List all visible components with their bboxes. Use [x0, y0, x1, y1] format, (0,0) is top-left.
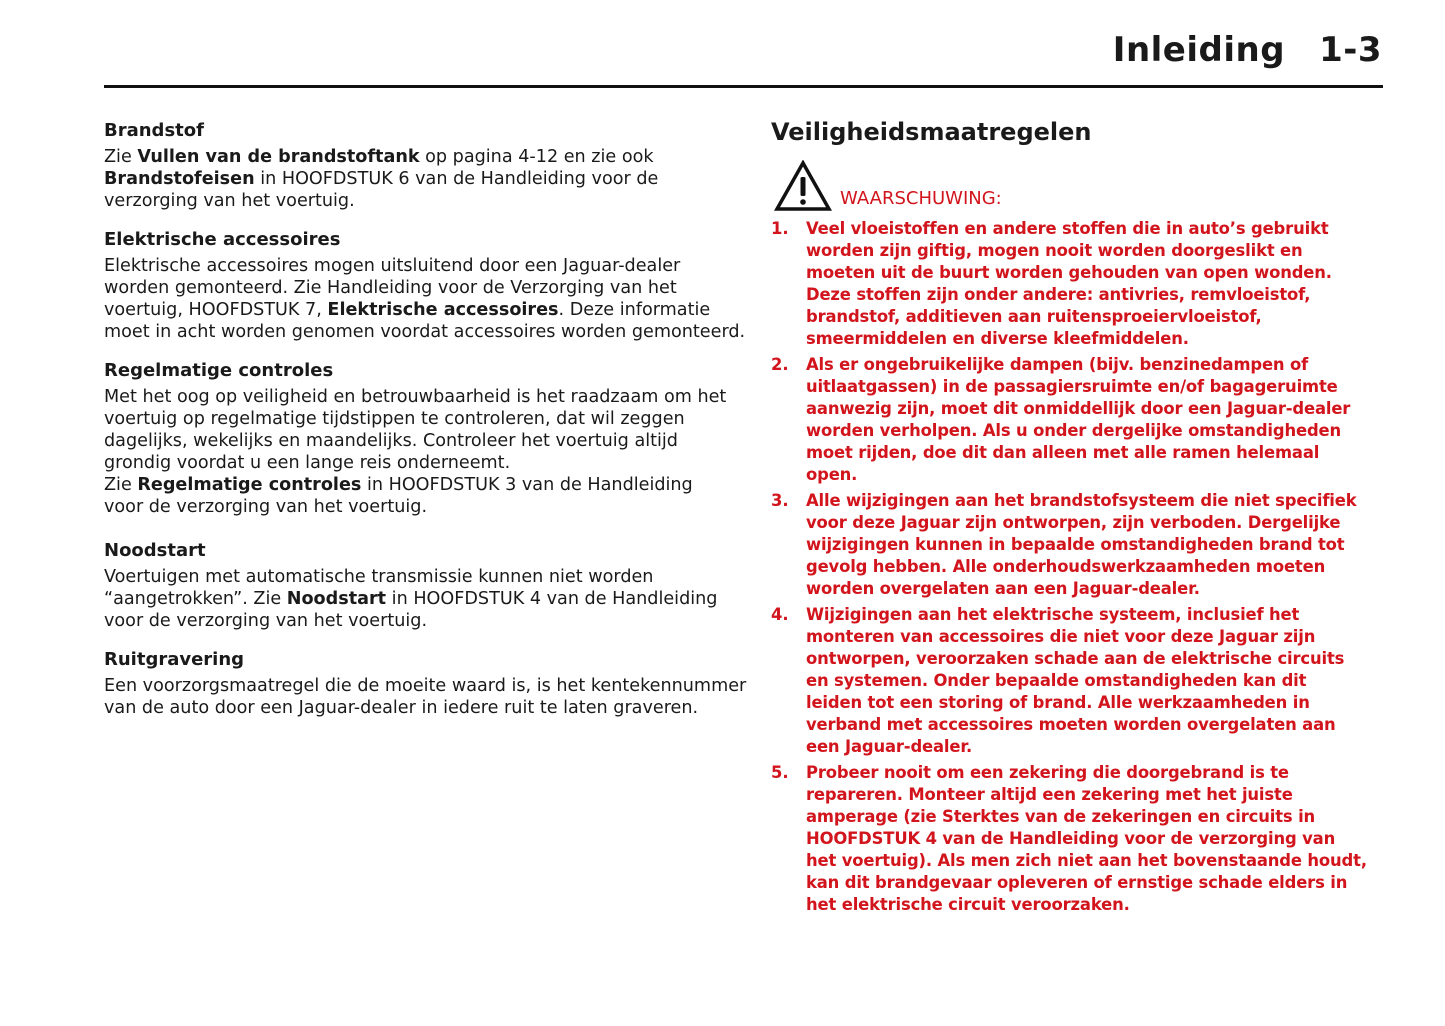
page-header: [1113, 30, 1382, 70]
section-heading: Brandstof: [104, 120, 204, 141]
bold-reference: Noodstart: [286, 589, 387, 609]
item-number: 4.: [771, 605, 789, 624]
section-heading: Noodstart: [104, 540, 206, 561]
warning-text-line: Veel vloeistoffen en andere stoffen die in auto’s gebruikt: [806, 219, 1329, 238]
warning-text-line: monteren van accessoires die niet voor deze Jaguar zijn: [806, 627, 1316, 646]
warning-text-line: HOOFDSTUK 4 van de Handleiding voor de verzorging van: [806, 829, 1336, 848]
text-line: [104, 190, 744, 212]
bold-reference: Regelmatige controles: [137, 475, 362, 495]
text-line: [104, 255, 744, 277]
warning-triangle-icon: [774, 160, 832, 212]
warning-text-line: smeermiddelen en diverse kleefmiddelen.: [806, 329, 1189, 348]
bold-reference: Vullen van de brandstoftank: [137, 147, 420, 167]
text-line: [104, 566, 744, 588]
page-number: 1-3: [1319, 30, 1382, 70]
warning-text-line: Wijzigingen aan het elektrische systeem, inclusief het: [806, 605, 1300, 624]
warning-text-line: brandstof, additieven aan ruitensproeiervloeistof,: [806, 307, 1262, 326]
warning-item: [771, 218, 1391, 350]
section: [104, 120, 744, 212]
text-run: Een voorzorgsmaatregel die de moeite waard is, is het kentekennummer: [104, 676, 747, 696]
text-run: Zie: [104, 147, 138, 167]
warning-label: WAARSCHUWING:: [840, 188, 1002, 209]
text-line: [104, 496, 744, 518]
warning-text-line: Als er ongebruikelijke dampen (bijv. benzinedampen of: [806, 355, 1309, 374]
section-heading: Ruitgravering: [104, 649, 245, 670]
text-line: [104, 474, 744, 496]
text-run: op pagina 4-12 en zie ook: [419, 147, 654, 167]
text-line: [104, 386, 744, 408]
warning-text-line: amperage (zie Sterktes van de zekeringen en circuits in: [806, 807, 1316, 826]
warning-list: [771, 218, 1391, 920]
warning-text-line: moet rijden, doe dit dan alleen met alle ramen helemaal: [806, 443, 1320, 462]
section-heading: Elektrische accessoires: [104, 229, 341, 250]
text-run: in HOOFDSTUK 6 van de Handleiding voor de: [254, 169, 659, 189]
text-run: in HOOFDSTUK 3 van de Handleiding: [361, 475, 693, 495]
item-number: 3.: [771, 491, 789, 510]
warning-text-line: ontworpen, veroorzaken schade aan de elektrische circuits: [806, 649, 1345, 668]
warning-text-line: voor deze Jaguar zijn ontworpen, zijn verboden. Dergelijke: [806, 513, 1341, 532]
warning-text-line: gevolg hebben. Alle onderhoudswerkzaamheden moeten: [806, 557, 1326, 576]
text-run: dagelijks, wekelijks en maandelijks. Controleer het voertuig altijd: [104, 431, 678, 451]
warning-text-line: wijzigingen kunnen in bepaalde omstandigheden brand tot: [806, 535, 1345, 554]
warning-item: [771, 354, 1391, 486]
warning-text-line: open.: [806, 465, 858, 484]
warning-text-line: moeten uit de buurt worden gehouden van open wonden.: [806, 263, 1332, 282]
text-run: Zie: [104, 475, 138, 495]
warning-text-line: aanwezig zijn, moet dit onmiddellijk door een Jaguar-dealer: [806, 399, 1351, 418]
text-line: [104, 299, 744, 321]
warning-text-line: Alle wijzigingen aan het brandstofsysteem die niet specifiek: [806, 491, 1357, 510]
text-line: [104, 610, 744, 632]
text-run: worden gemonteerd. Zie Handleiding voor de Verzorging van het: [104, 278, 677, 298]
text-line: [104, 168, 744, 190]
item-number: 2.: [771, 355, 789, 374]
section-heading: Regelmatige controles: [104, 360, 334, 381]
text-run: voertuig, HOOFDSTUK 7,: [104, 300, 328, 320]
warning-text-line: worden verholpen. Als u onder dergelijke omstandigheden: [806, 421, 1342, 440]
item-number: 1.: [771, 219, 789, 238]
text-run: . Deze informatie: [558, 300, 711, 320]
warning-text-line: Deze stoffen zijn onder andere: antivries, remvloeistof,: [806, 285, 1311, 304]
text-line: [104, 452, 744, 474]
warning-item: [771, 490, 1391, 600]
text-line: [104, 430, 744, 452]
text-run: moet in acht worden genomen voordat accessoires worden gemonteerd.: [104, 322, 746, 342]
warning-text-line: leiden tot een storing of brand. Alle werkzaamheden in: [806, 693, 1310, 712]
item-number: 5.: [771, 763, 789, 782]
text-run: voertuig op regelmatige tijdstippen te controleren, dat wil zeggen: [104, 409, 685, 429]
warning-text-line: uitlaatgassen) in de passagiersruimte en/of bagageruimte: [806, 377, 1338, 396]
warning-text-line: kan dit brandgevaar opleveren of ernstige schade elders in: [806, 873, 1348, 892]
warning-text-line: een Jaguar-dealer.: [806, 737, 973, 756]
text-line: [104, 146, 744, 168]
section: [104, 649, 747, 719]
text-line: [104, 321, 744, 343]
warning-text-line: het elektrische circuit veroorzaken.: [806, 895, 1130, 914]
warning-text-line: worden zijn giftig, mogen nooit worden doorgeslikt en: [806, 241, 1303, 260]
warning-text-line: verband met accessoires moeten worden overgelaten aan: [806, 715, 1336, 734]
text-run: “aangetrokken”. Zie: [104, 589, 287, 609]
text-run: Voertuigen met automatische transmissie kunnen niet worden: [104, 567, 654, 587]
text-run: van de auto door een Jaguar-dealer in iedere ruit te laten graveren.: [104, 698, 699, 718]
warning-item: [771, 762, 1391, 916]
text-run: grondig voordat u een lange reis onderneemt.: [104, 453, 511, 473]
text-run: voor de verzorging van het voertuig.: [104, 611, 428, 631]
text-run: voor de verzorging van het voertuig.: [104, 497, 428, 517]
text-line: [104, 588, 744, 610]
warning-text-line: Probeer nooit om een zekering die doorgebrand is te: [806, 763, 1289, 782]
section: [104, 229, 744, 343]
warning-item: [771, 604, 1391, 758]
text-run: Met het oog op veiligheid en betrouwbaarheid is het raadzaam om het: [104, 387, 727, 407]
header-rule: [104, 85, 1383, 88]
text-run: in HOOFDSTUK 4 van de Handleiding: [386, 589, 718, 609]
section: [104, 360, 744, 518]
chapter-title: Inleiding: [1112, 30, 1286, 70]
bold-reference: Brandstofeisen: [104, 169, 255, 189]
text-run: Elektrische accessoires mogen uitsluitend door een Jaguar-dealer: [104, 256, 681, 276]
text-line: [104, 697, 744, 719]
section: [104, 540, 744, 632]
text-run: verzorging van het voertuig.: [104, 191, 355, 211]
warning-text-line: en systemen. Onder bepaalde omstandigheden kan dit: [806, 671, 1307, 690]
bold-reference: Elektrische accessoires: [327, 300, 559, 320]
warning-text-line: worden overgelaten aan een Jaguar-dealer.: [806, 579, 1200, 598]
text-line: [104, 277, 744, 299]
warning-text-line: het voertuig). Als men zich niet aan het bovenstaande houdt,: [806, 851, 1367, 870]
text-line: [104, 675, 747, 697]
warning-text-line: repareren. Monteer altijd een zekering met het juiste: [806, 785, 1293, 804]
section-title: Veiligheidsmaatregelen: [771, 118, 1092, 146]
text-line: [104, 408, 744, 430]
